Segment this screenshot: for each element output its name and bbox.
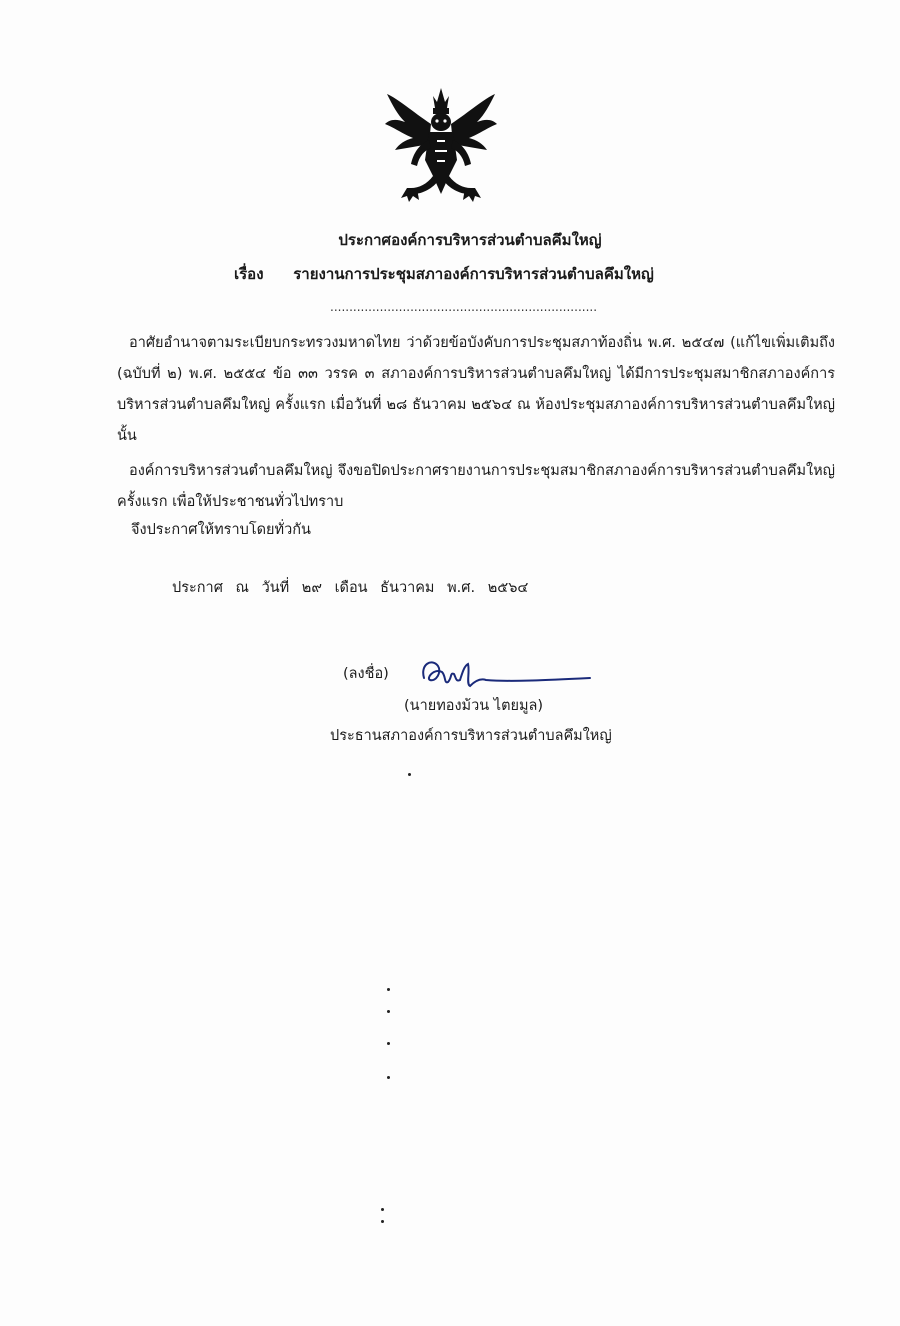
date-line: ประกาศ ณ วันที่ ๒๙ เดือน ธันวาคม พ.ศ. ๒๕๖๔: [172, 580, 529, 596]
subject-text: รายงานการประชุมสภาองค์การบริหารส่วนตำบลคึมใหญ่: [293, 265, 654, 283]
signer-position: ประธานสภาองค์การบริหารส่วนตำบลคึมใหญ่: [330, 728, 612, 744]
scan-speck: [387, 1076, 390, 1079]
scan-speck: [387, 1010, 390, 1013]
scan-speck: [387, 988, 390, 991]
garuda-emblem-icon: [383, 84, 499, 202]
body-paragraph-1: [117, 328, 835, 452]
scan-speck: [381, 1208, 384, 1211]
scan-speck: [381, 1220, 384, 1223]
scan-speck: [408, 773, 411, 776]
body-paragraph-1-text: อาศัยอำนาจตามระเบียบกระทรวงมหาดไทย ว่าด้วยข้อบังคับการประชุมสภาท้องถิ่น พ.ศ. ๒๕๔๗ (แก้ไขเพิ่มเติมถึง (ฉบับที่ ๒) พ.ศ. ๒๕๕๔ ข้อ ๓๓ วรรค ๓ สภาองค์การบริหารส่วนตำบลคึมใหญ่ ได้มีการประชุมสมาชิกสภาองค์การบริหารส่วนตำบลคึมใหญ่ ครั้งแรก เมื่อวันที่ ๒๘ ธันวาคม ๒๕๖๔ ณ ห้องประชุมสภาองค์การบริหารส่วนตำบลคึมใหญ่ นั้น: [117, 335, 835, 444]
announcement-title: ประกาศองค์การบริหารส่วนตำบลคึมใหญ่: [338, 231, 602, 249]
signed-label: (ลงชื่อ): [343, 666, 389, 682]
subject-label: เรื่อง: [234, 265, 264, 283]
separator-dots: ......................................................................: [330, 300, 598, 314]
subject-line: [234, 262, 654, 286]
body-paragraph-3: จึงประกาศให้ทราบโดยทั่วกัน: [131, 522, 311, 538]
signer-name: (นายทองม้วน ไตยมูล): [404, 698, 544, 714]
scan-speck: [387, 1042, 390, 1045]
handwritten-signature-icon: [410, 648, 595, 698]
body-paragraph-2: [117, 456, 835, 518]
body-paragraph-2-text: องค์การบริหารส่วนตำบลคึมใหญ่ จึงขอปิดประกาศรายงานการประชุมสมาชิกสภาองค์การบริหารส่วนตำบลคึมใหญ่ ครั้งแรก เพื่อให้ประชาชนทั่วไปทราบ: [117, 463, 835, 510]
